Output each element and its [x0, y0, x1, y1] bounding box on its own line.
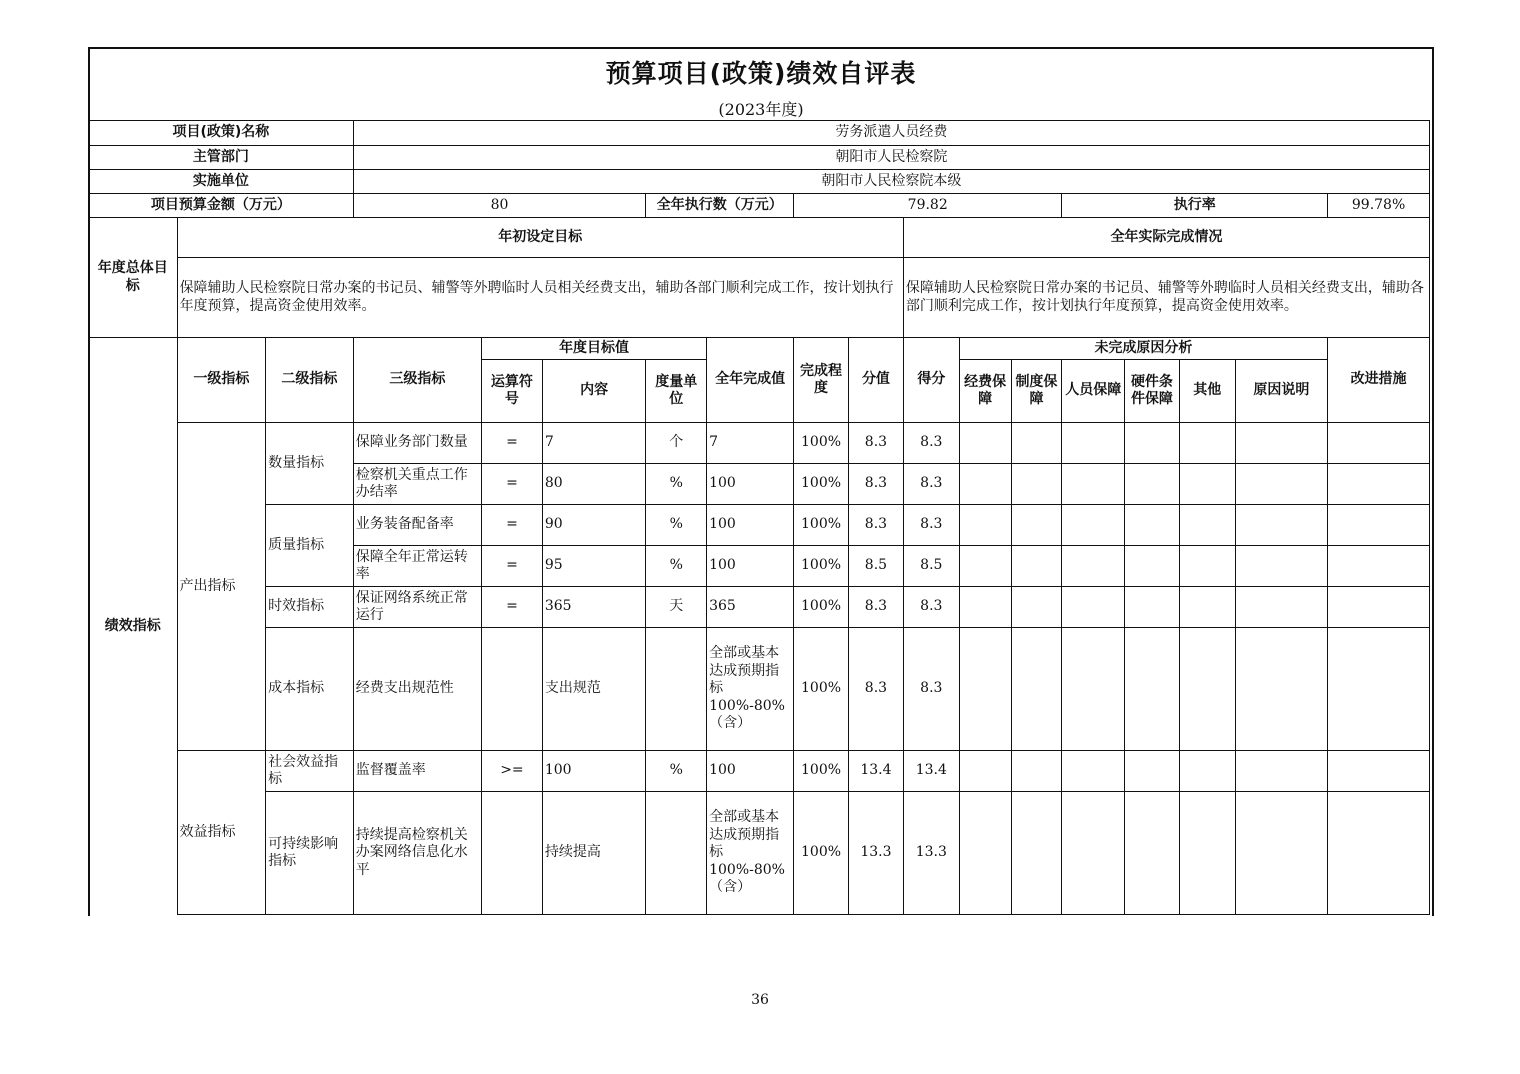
budget-amount-label: 项目预算金额（万元）	[89, 194, 354, 218]
row-score-max: 8.5	[849, 546, 904, 587]
row-score: 8.3	[903, 587, 959, 628]
empty-cell	[1062, 505, 1125, 546]
header-reason-system: 制度保障	[1011, 360, 1062, 423]
empty-cell	[1235, 751, 1328, 792]
row-actual: 100	[707, 751, 794, 792]
row-score: 8.5	[903, 546, 959, 587]
empty-cell	[1011, 546, 1062, 587]
row-actual: 全部或基本达成预期指标100%-80%（含）	[707, 628, 794, 751]
row-operator: =	[482, 546, 543, 587]
empty-cell	[1062, 792, 1125, 915]
planned-goal-header: 年初设定目标	[177, 218, 903, 258]
header-reason-hardware: 硬件条件保障	[1125, 360, 1180, 423]
row-level3: 保证网络系统正常运行	[353, 587, 481, 628]
level2-social: 社会效益指标	[266, 751, 354, 792]
row-score-max: 8.3	[849, 505, 904, 546]
empty-cell	[1011, 751, 1062, 792]
empty-cell	[1235, 792, 1328, 915]
row-degree: 100%	[794, 464, 849, 505]
empty-cell	[959, 505, 1011, 546]
empty-cell	[1179, 546, 1235, 587]
row-score: 8.3	[903, 628, 959, 751]
row-content: 95	[542, 546, 646, 587]
execution-rate-value: 99.78%	[1328, 194, 1430, 218]
empty-cell	[1125, 792, 1180, 915]
empty-cell	[959, 464, 1011, 505]
header-reason-staff: 人员保障	[1062, 360, 1125, 423]
row-content: 100	[542, 751, 646, 792]
row-actual: 全部或基本达成预期指标100%-80%（含）	[707, 792, 794, 915]
empty-cell	[1125, 505, 1180, 546]
header-level2: 二级指标	[266, 338, 354, 423]
actual-completion-text: 保障辅助人民检察院日常办案的书记员、辅警等外聘临时人员相关经费支出，辅助各部门顺利完成工作，按计划执行年度预算，提高资金使用效率。	[903, 258, 1429, 338]
row-level3: 业务装备配备率	[353, 505, 481, 546]
empty-cell	[1011, 628, 1062, 751]
empty-cell	[1328, 464, 1430, 505]
header-improvement: 改进措施	[1328, 338, 1430, 423]
row-score: 8.3	[903, 505, 959, 546]
empty-cell	[1235, 505, 1328, 546]
implementing-unit-label: 实施单位	[89, 170, 354, 194]
level2-quality: 质量指标	[266, 505, 354, 587]
row-unit: %	[646, 546, 707, 587]
empty-cell	[1011, 464, 1062, 505]
row-degree: 100%	[794, 628, 849, 751]
header-actual-value: 全年完成值	[707, 338, 794, 423]
project-name-label: 项目(政策)名称	[89, 121, 354, 146]
empty-cell	[1328, 423, 1430, 464]
header-score: 得分	[903, 338, 959, 423]
budget-amount-value: 80	[353, 194, 646, 218]
row-unit	[646, 628, 707, 751]
header-reason-other: 其他	[1179, 360, 1235, 423]
header-operator: 运算符号	[482, 360, 543, 423]
row-level3: 持续提高检察机关办案网络信息化水平	[353, 792, 481, 915]
row-score: 8.3	[903, 464, 959, 505]
header-completion-degree: 完成程度	[794, 338, 849, 423]
empty-cell	[1179, 505, 1235, 546]
page-title: 预算项目(政策)绩效自评表	[605, 59, 917, 88]
empty-cell	[1179, 587, 1235, 628]
row-score: 13.3	[903, 792, 959, 915]
row-degree: 100%	[794, 505, 849, 546]
row-operator: >=	[482, 751, 543, 792]
empty-cell	[1179, 628, 1235, 751]
empty-cell	[1179, 751, 1235, 792]
row-degree: 100%	[794, 587, 849, 628]
header-content: 内容	[542, 360, 646, 423]
empty-cell	[1328, 546, 1430, 587]
row-content: 支出规范	[542, 628, 646, 751]
year-subtitle: (2023年度)	[718, 100, 804, 119]
row-unit: 个	[646, 423, 707, 464]
empty-cell	[1062, 751, 1125, 792]
row-score-max: 13.3	[849, 792, 904, 915]
header-reason-explanation: 原因说明	[1235, 360, 1328, 423]
level1-benefit: 效益指标	[177, 751, 266, 915]
evaluation-form	[88, 47, 1434, 916]
empty-cell	[1328, 751, 1430, 792]
implementing-unit-value: 朝阳市人民检察院本级	[353, 170, 1429, 194]
empty-cell	[1235, 464, 1328, 505]
empty-cell	[959, 751, 1011, 792]
empty-cell	[1328, 628, 1430, 751]
actual-completion-header: 全年实际完成情况	[903, 218, 1429, 258]
empty-cell	[1011, 423, 1062, 464]
empty-cell	[1125, 423, 1180, 464]
empty-cell	[1062, 464, 1125, 505]
row-degree: 100%	[794, 423, 849, 464]
level1-output: 产出指标	[177, 423, 266, 751]
row-score-max: 8.3	[849, 628, 904, 751]
row-operator: =	[482, 505, 543, 546]
empty-cell	[1179, 464, 1235, 505]
evaluation-table	[88, 120, 1430, 915]
empty-cell	[1328, 792, 1430, 915]
empty-cell	[1125, 464, 1180, 505]
level2-quantity: 数量指标	[266, 423, 354, 505]
empty-cell	[959, 628, 1011, 751]
row-score-max: 8.3	[849, 423, 904, 464]
department-label: 主管部门	[89, 146, 354, 170]
empty-cell	[1125, 587, 1180, 628]
row-operator	[482, 628, 543, 751]
empty-cell	[1235, 628, 1328, 751]
row-content: 80	[542, 464, 646, 505]
row-actual: 100	[707, 464, 794, 505]
empty-cell	[1062, 587, 1125, 628]
empty-cell	[1011, 792, 1062, 915]
row-score-max: 8.3	[849, 464, 904, 505]
header-reason-funding: 经费保障	[959, 360, 1011, 423]
row-actual: 365	[707, 587, 794, 628]
row-level3: 监督覆盖率	[353, 751, 481, 792]
row-content: 7	[542, 423, 646, 464]
project-name-value: 劳务派遣人员经费	[353, 121, 1429, 146]
empty-cell	[1235, 587, 1328, 628]
empty-cell	[1062, 423, 1125, 464]
header-reason-group: 未完成原因分析	[959, 338, 1327, 360]
empty-cell	[1328, 587, 1430, 628]
row-score: 8.3	[903, 423, 959, 464]
empty-cell	[1062, 546, 1125, 587]
execution-rate-label: 执行率	[1062, 194, 1328, 218]
department-value: 朝阳市人民检察院	[353, 146, 1429, 170]
page-number: 36	[751, 992, 769, 1008]
empty-cell	[1179, 792, 1235, 915]
row-level3: 保障业务部门数量	[353, 423, 481, 464]
empty-cell	[959, 792, 1011, 915]
row-score-max: 8.3	[849, 587, 904, 628]
level2-timeliness: 时效指标	[266, 587, 354, 628]
row-level3: 经费支出规范性	[353, 628, 481, 751]
empty-cell	[1235, 546, 1328, 587]
row-actual: 7	[707, 423, 794, 464]
row-unit: %	[646, 464, 707, 505]
empty-cell	[1125, 751, 1180, 792]
empty-cell	[1179, 423, 1235, 464]
row-score: 13.4	[903, 751, 959, 792]
empty-cell	[1062, 628, 1125, 751]
header-unit: 度量单位	[646, 360, 707, 423]
row-degree: 100%	[794, 751, 849, 792]
row-content: 90	[542, 505, 646, 546]
row-level3: 检察机关重点工作办结率	[353, 464, 481, 505]
level2-cost: 成本指标	[266, 628, 354, 751]
header-target-group: 年度目标值	[482, 338, 707, 360]
row-operator: =	[482, 587, 543, 628]
row-degree: 100%	[794, 546, 849, 587]
row-operator: =	[482, 423, 543, 464]
row-level3: 保障全年正常运转率	[353, 546, 481, 587]
annual-execution-label: 全年执行数（万元）	[646, 194, 794, 218]
empty-cell	[1125, 628, 1180, 751]
empty-cell	[1125, 546, 1180, 587]
row-unit: 天	[646, 587, 707, 628]
level2-sustainability: 可持续影响指标	[266, 792, 354, 915]
row-score-max: 13.4	[849, 751, 904, 792]
header-level1: 一级指标	[177, 338, 266, 423]
empty-cell	[959, 546, 1011, 587]
header-level3: 三级指标	[353, 338, 481, 423]
empty-cell	[959, 423, 1011, 464]
empty-cell	[959, 587, 1011, 628]
annual-execution-value: 79.82	[794, 194, 1062, 218]
row-content: 持续提高	[542, 792, 646, 915]
performance-indicator-label: 绩效指标	[89, 338, 178, 915]
row-operator	[482, 792, 543, 915]
row-unit: %	[646, 751, 707, 792]
row-unit	[646, 792, 707, 915]
row-actual: 100	[707, 505, 794, 546]
planned-goal-text: 保障辅助人民检察院日常办案的书记员、辅警等外聘临时人员相关经费支出，辅助各部门顺利完成工作，按计划执行年度预算，提高资金使用效率。	[177, 258, 903, 338]
empty-cell	[1011, 505, 1062, 546]
row-content: 365	[542, 587, 646, 628]
empty-cell	[1235, 423, 1328, 464]
header-score-max: 分值	[849, 338, 904, 423]
row-operator: =	[482, 464, 543, 505]
empty-cell	[1328, 505, 1430, 546]
empty-cell	[1011, 587, 1062, 628]
row-degree: 100%	[794, 792, 849, 915]
row-unit: %	[646, 505, 707, 546]
annual-goal-label: 年度总体目标	[89, 218, 178, 338]
row-actual: 100	[707, 546, 794, 587]
